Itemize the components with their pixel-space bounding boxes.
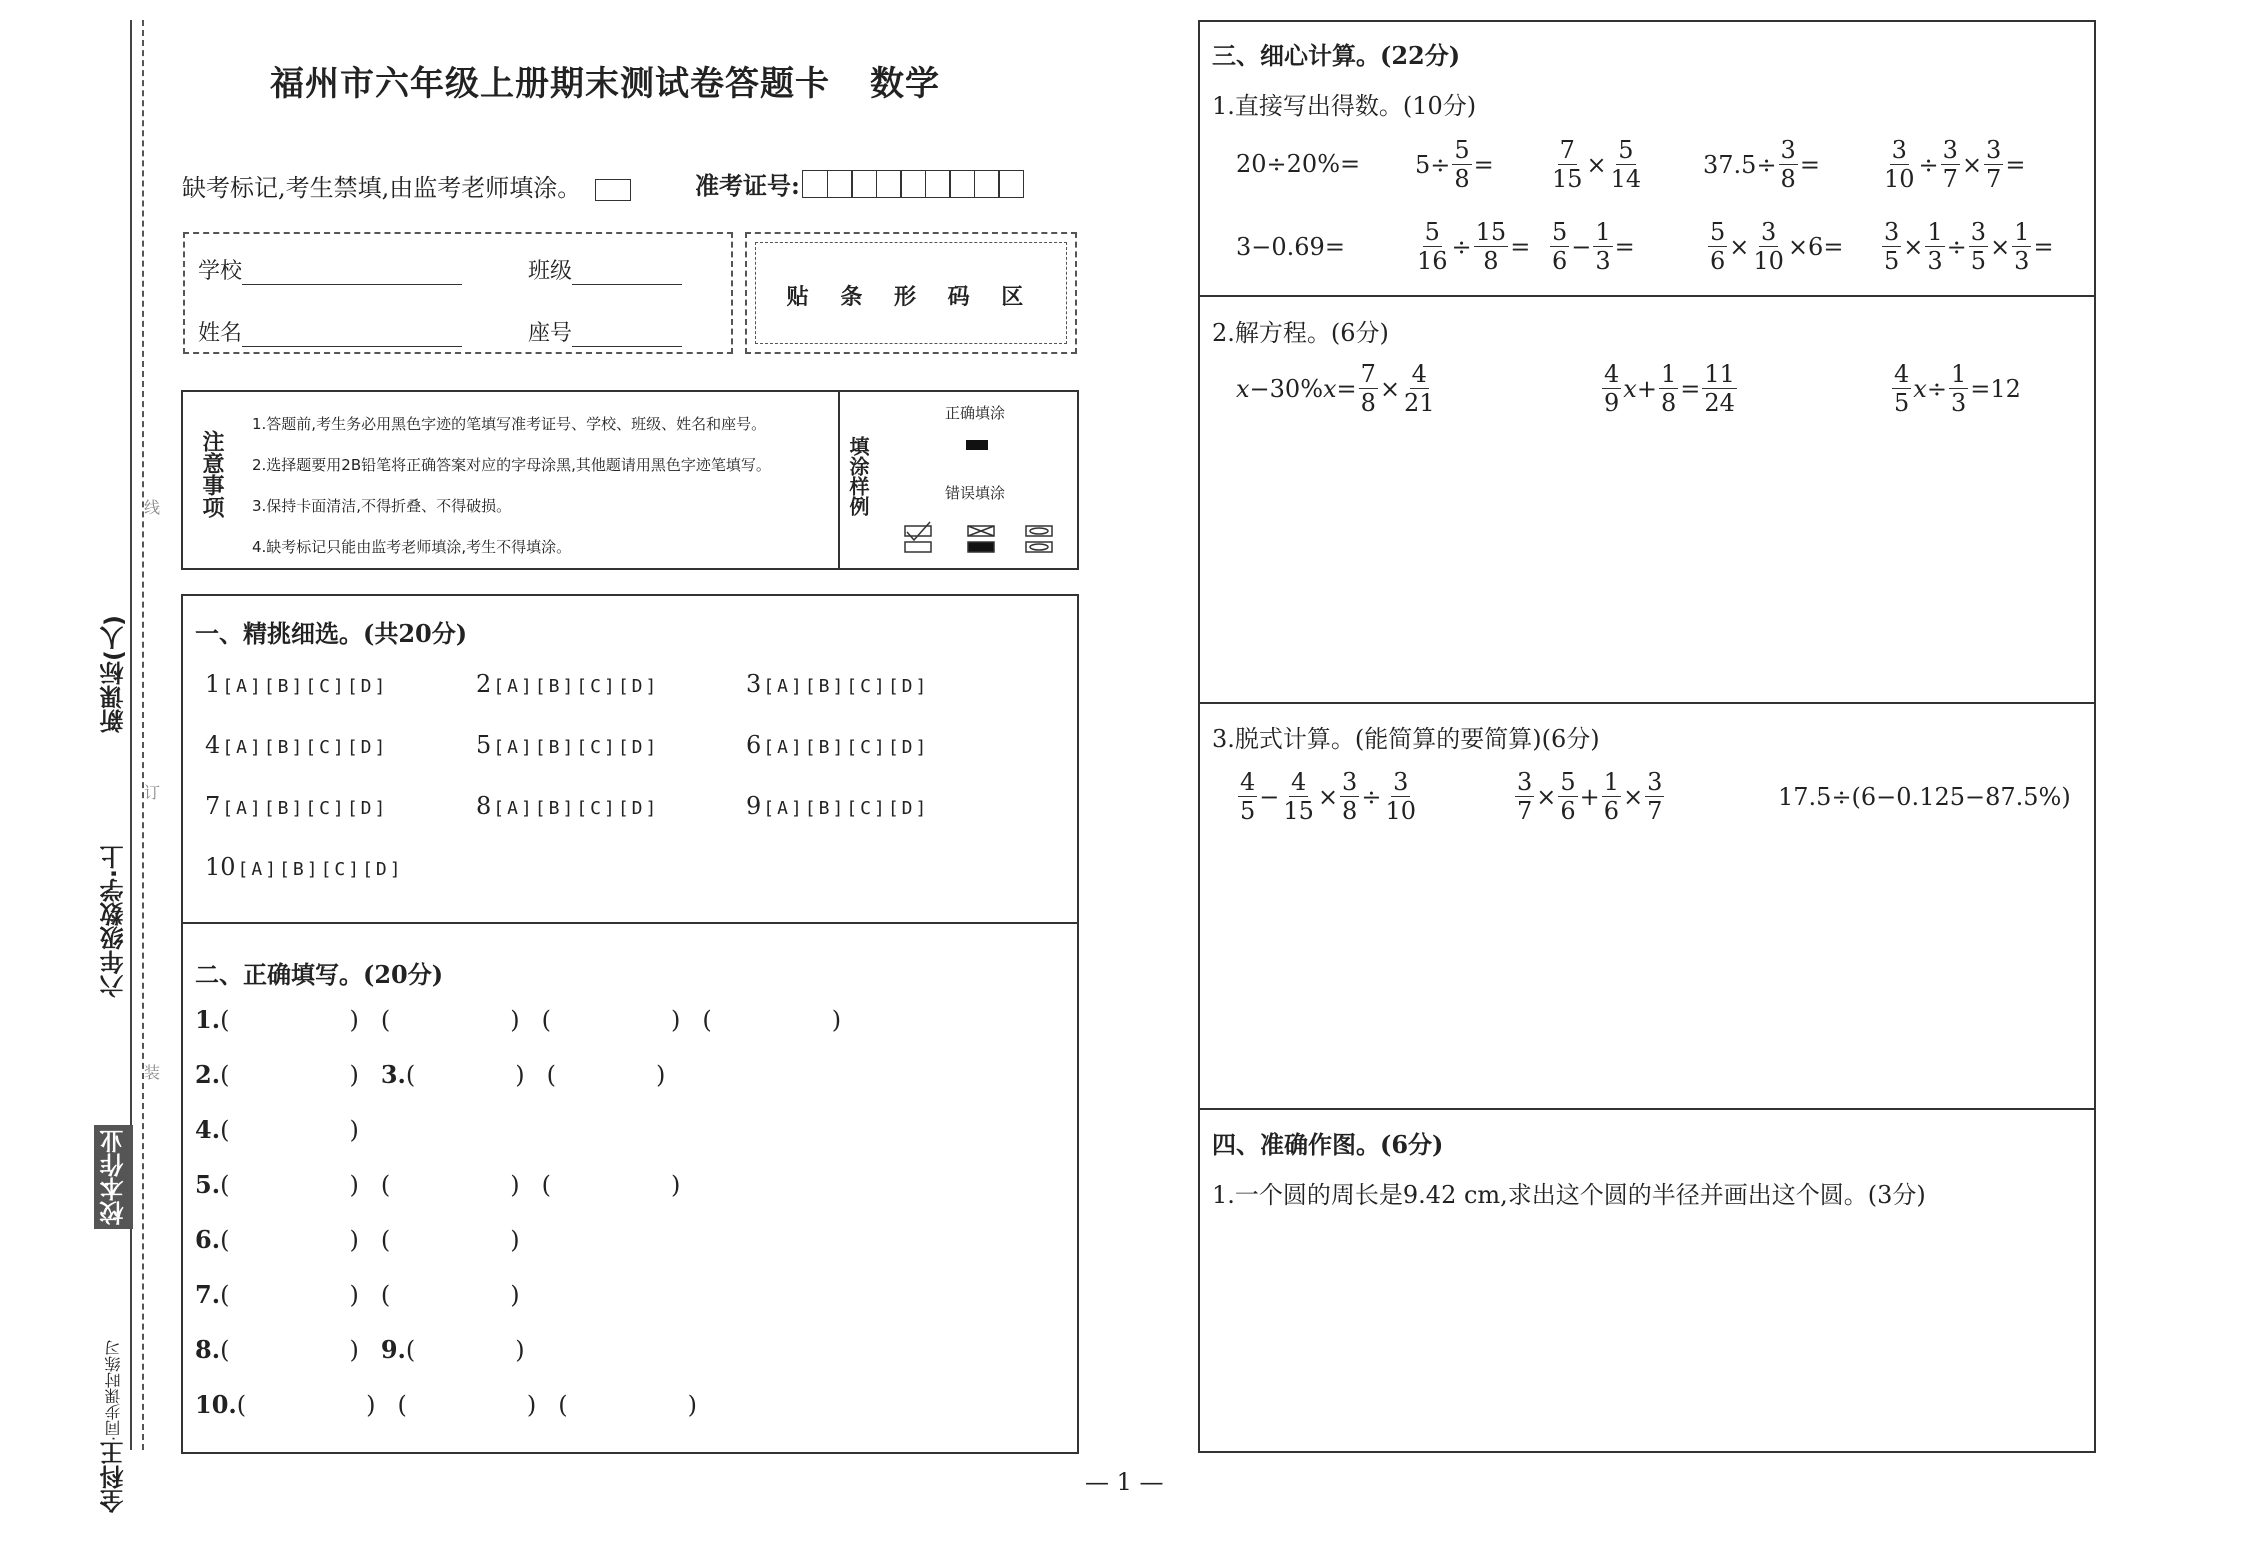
calc-expr: 5÷ $\frac{5}{8}$ = (1415, 136, 1494, 193)
brand-label: 全科王·同步课时练习 (100, 1340, 128, 1514)
mc-options[interactable]: [A][B][C][D] (222, 737, 389, 758)
sample-title: 填涂样例 (846, 436, 870, 516)
correct-fill-label: 正确填涂 (945, 404, 1006, 422)
calc-expr: $\frac{5}{6}$ × $\frac{3}{10}$ ×6= (1710, 218, 1844, 275)
section3-q1-title: 1.直接写出得数。(10分) (1212, 92, 1477, 120)
wrong-partial-icon (1026, 526, 1052, 552)
exam-id-digit-box[interactable] (900, 170, 926, 198)
binding-line-dashed (142, 20, 144, 1450)
class-field[interactable]: 班级 (528, 254, 682, 285)
fill-row (195, 1115, 381, 1144)
fill-row (195, 1225, 542, 1254)
mc-question[interactable] (746, 792, 929, 820)
mc-question[interactable] (746, 670, 929, 698)
fill-row (195, 1335, 547, 1364)
mc-options[interactable]: [A][B][C][D] (237, 859, 404, 880)
mc-options[interactable]: [A][B][C][D] (222, 798, 389, 819)
answer-blank[interactable]: ( ) (380, 1281, 520, 1309)
cut-mark-zhuang: 装 (144, 1063, 161, 1082)
answer-blank[interactable]: ( ) (220, 1171, 359, 1199)
school-field[interactable]: 学校 (198, 254, 462, 285)
exam-id-boxes[interactable] (804, 170, 1025, 198)
page-number: — 1 — (1085, 1468, 1164, 1496)
exam-id-digit-box[interactable] (949, 170, 975, 198)
fill-row (195, 1390, 719, 1419)
calc-expr: $\frac{5}{16}$ ÷ $\frac{15}{8}$ = (1417, 218, 1531, 275)
fill-row-label: 9. (380, 1335, 406, 1364)
mc-question[interactable] (205, 670, 388, 698)
answer-blank[interactable]: ( ) (558, 1391, 698, 1419)
answer-blank[interactable]: ( ) (220, 1226, 359, 1254)
mc-options[interactable]: [A][B][C][D] (493, 737, 660, 758)
fill-row-label: 2. (195, 1060, 221, 1089)
answer-blank[interactable]: ( ) (220, 1006, 359, 1034)
answer-blank[interactable]: ( ) (220, 1336, 359, 1364)
answer-blank[interactable]: ( ) (541, 1006, 681, 1034)
exam-id-digit-box[interactable] (925, 170, 951, 198)
mc-options[interactable]: [A][B][C][D] (763, 737, 930, 758)
mc-question-number: 9 (746, 792, 762, 820)
answer-blank[interactable]: ( ) (405, 1061, 525, 1089)
wrong-fill-label: 错误填涂 (945, 484, 1006, 502)
fill-row-label: 5. (195, 1170, 221, 1199)
equation: x −30% x = $\frac{7}{8}$ × $\frac{4}{21}$ (1236, 360, 1435, 417)
answer-blank[interactable]: ( ) (236, 1391, 376, 1419)
equation: $\frac{4}{5}$ x ÷ $\frac{1}{3}$ =12 (1894, 360, 2021, 417)
mc-question[interactable] (476, 731, 659, 759)
exam-id-label: 准考证号: (695, 171, 800, 200)
calc-expr: 37.5÷ $\frac{3}{8}$ = (1703, 136, 1820, 193)
divider-q3 (1198, 1108, 2096, 1110)
fill-row-label: 3. (380, 1060, 406, 1089)
fill-row (195, 1280, 542, 1309)
notes-divider (838, 390, 840, 570)
fill-row-label: 10. (195, 1390, 237, 1419)
note-item: 3.保持卡面清洁,不得折叠、不得破损。 (252, 497, 512, 515)
mc-question[interactable] (205, 853, 404, 881)
seat-field[interactable]: 座号 (528, 316, 682, 347)
mc-question-number: 5 (476, 731, 492, 759)
cut-mark-xian: 线 (144, 498, 161, 517)
divider-q1 (1198, 295, 2096, 297)
mc-options[interactable]: [A][B][C][D] (222, 676, 389, 697)
mc-question-number: 8 (476, 792, 492, 820)
section4-title: 四、准确作图。(6分) (1212, 1130, 1444, 1159)
correct-fill-sample (966, 440, 988, 450)
mc-options[interactable]: [A][B][C][D] (493, 676, 660, 697)
brand-badge: 校本作业 (94, 1125, 133, 1229)
fill-row (195, 1005, 863, 1034)
calc-step: 17.5÷(6−0.125−87.5%) (1778, 783, 2071, 811)
note-item: 4.缺考标记只能由监考老师填涂,考生不得填涂。 (252, 538, 572, 556)
fill-row-label: 1. (195, 1005, 221, 1034)
barcode-label: 贴 条 形 码 区 (786, 284, 1036, 310)
answer-blank[interactable]: ( ) (380, 1006, 520, 1034)
mc-question[interactable] (205, 731, 388, 759)
answer-blank[interactable]: ( ) (397, 1391, 537, 1419)
answer-blank[interactable]: ( ) (220, 1281, 359, 1309)
wrong-cross-icon (968, 526, 994, 552)
notes-title: 注意事项 (199, 430, 224, 518)
exam-id-digit-box[interactable] (851, 170, 877, 198)
wrong-check-icon (905, 522, 931, 552)
calc-step: $\frac{4}{5}$ − $\frac{4}{15}$ × $\frac{3}{8}$ ÷ $\frac{3}{10}$ (1240, 768, 1416, 825)
mc-question[interactable] (476, 792, 659, 820)
answer-blank[interactable]: ( ) (220, 1061, 359, 1089)
mc-question-number: 4 (205, 731, 221, 759)
mc-question-number: 2 (476, 670, 492, 698)
name-field[interactable]: 姓名 (198, 316, 462, 347)
section4-q1: 1.一个圆的周长是9.42 cm,求出这个圆的半径并画出这个圆。(3分) (1212, 1181, 1926, 1209)
absent-mark-label: 缺考标记,考生禁填,由监考老师填涂。 (182, 168, 631, 203)
fill-row (195, 1060, 687, 1089)
grade-subject-label: 六年级数学·上 (100, 845, 128, 999)
exam-id-digit-box[interactable] (876, 170, 902, 198)
answer-blank[interactable]: ( ) (405, 1336, 525, 1364)
page-title: 福州市六年级上册期末测试卷答题卡 数学 (270, 64, 940, 104)
mc-question-number: 1 (205, 670, 221, 698)
calc-expr: 20÷20%= (1236, 150, 1361, 178)
fill-row-label: 7. (195, 1280, 221, 1309)
notes-list (252, 404, 771, 568)
mc-question-number: 7 (205, 792, 221, 820)
fill-row (195, 1170, 702, 1199)
answer-blank[interactable]: ( ) (546, 1061, 666, 1089)
mc-options[interactable]: [A][B][C][D] (763, 676, 930, 697)
exam-id-digit-box[interactable] (802, 170, 828, 198)
mc-options[interactable]: [A][B][C][D] (763, 798, 930, 819)
cut-mark-ding: 订 (144, 783, 161, 802)
mc-question-number: 6 (746, 731, 762, 759)
calc-expr: $\frac{3}{10}$ ÷ $\frac{3}{7}$ × $\frac{3}{7}$ = (1884, 136, 2026, 193)
mc-question[interactable] (476, 670, 659, 698)
answer-blank[interactable]: ( ) (702, 1006, 842, 1034)
wrong-fill-samples (900, 520, 1070, 556)
note-item: 1.答题前,考生务必用黑色字迹的笔填写准考证号、学校、班级、姓名和座号。 (252, 415, 767, 433)
absent-mark-box[interactable] (595, 179, 631, 201)
calc-expr: $\frac{5}{6}$ − $\frac{1}{3}$ = (1552, 218, 1635, 275)
exam-id-digit-box[interactable] (827, 170, 853, 198)
calc-expr: 3−0.69= (1236, 233, 1345, 261)
edition-label: 新课标(人) (100, 615, 128, 733)
note-item: 2.选择题要用2B铅笔将正确答案对应的字母涂黑,其他题请用黑色字迹笔填写。 (252, 456, 771, 474)
calc-expr: $\frac{7}{15}$ × $\frac{5}{14}$ (1552, 136, 1642, 193)
section2-title: 二、正确填写。(20分) (195, 960, 444, 989)
binding-line-solid (130, 20, 132, 1450)
mc-options[interactable]: [A][B][C][D] (493, 798, 660, 819)
calc-step: $\frac{3}{7}$ × $\frac{5}{6}$ + $\frac{1}{6}$ × $\frac{3}{7}$ (1517, 768, 1663, 825)
fill-row-label: 8. (195, 1335, 221, 1364)
divider-q2 (1198, 702, 2096, 704)
exam-id-digit-box[interactable] (998, 170, 1024, 198)
mc-question[interactable] (205, 792, 388, 820)
answer-blank[interactable]: ( ) (541, 1171, 681, 1199)
answer-blank[interactable]: ( ) (380, 1226, 520, 1254)
fill-row-label: 4. (195, 1115, 221, 1144)
calc-expr: $\frac{3}{5}$ × $\frac{1}{3}$ ÷ $\frac{3}{5}$ × $\frac{1}{3}$ = (1884, 218, 2054, 275)
mc-question[interactable] (746, 731, 929, 759)
section3-title: 三、细心计算。(22分) (1212, 41, 1461, 70)
answer-blank[interactable]: ( ) (380, 1171, 520, 1199)
mc-question-number: 10 (205, 853, 236, 881)
fill-row-label: 6. (195, 1225, 221, 1254)
exam-id-field[interactable] (695, 166, 1024, 201)
answer-blank[interactable]: ( ) (220, 1116, 359, 1144)
exam-id-digit-box[interactable] (974, 170, 1000, 198)
section3-q2-title: 2.解方程。(6分) (1212, 319, 1389, 347)
mc-question-number: 3 (746, 670, 762, 698)
section-divider (181, 922, 1079, 924)
section3-q3-title: 3.脱式计算。(能简算的要简算)(6分) (1212, 725, 1600, 753)
section1-title: 一、精挑细选。(共20分) (195, 619, 468, 648)
equation: $\frac{4}{9}$ x + $\frac{1}{8}$ = $\frac{11}{24}$ (1604, 360, 1735, 417)
